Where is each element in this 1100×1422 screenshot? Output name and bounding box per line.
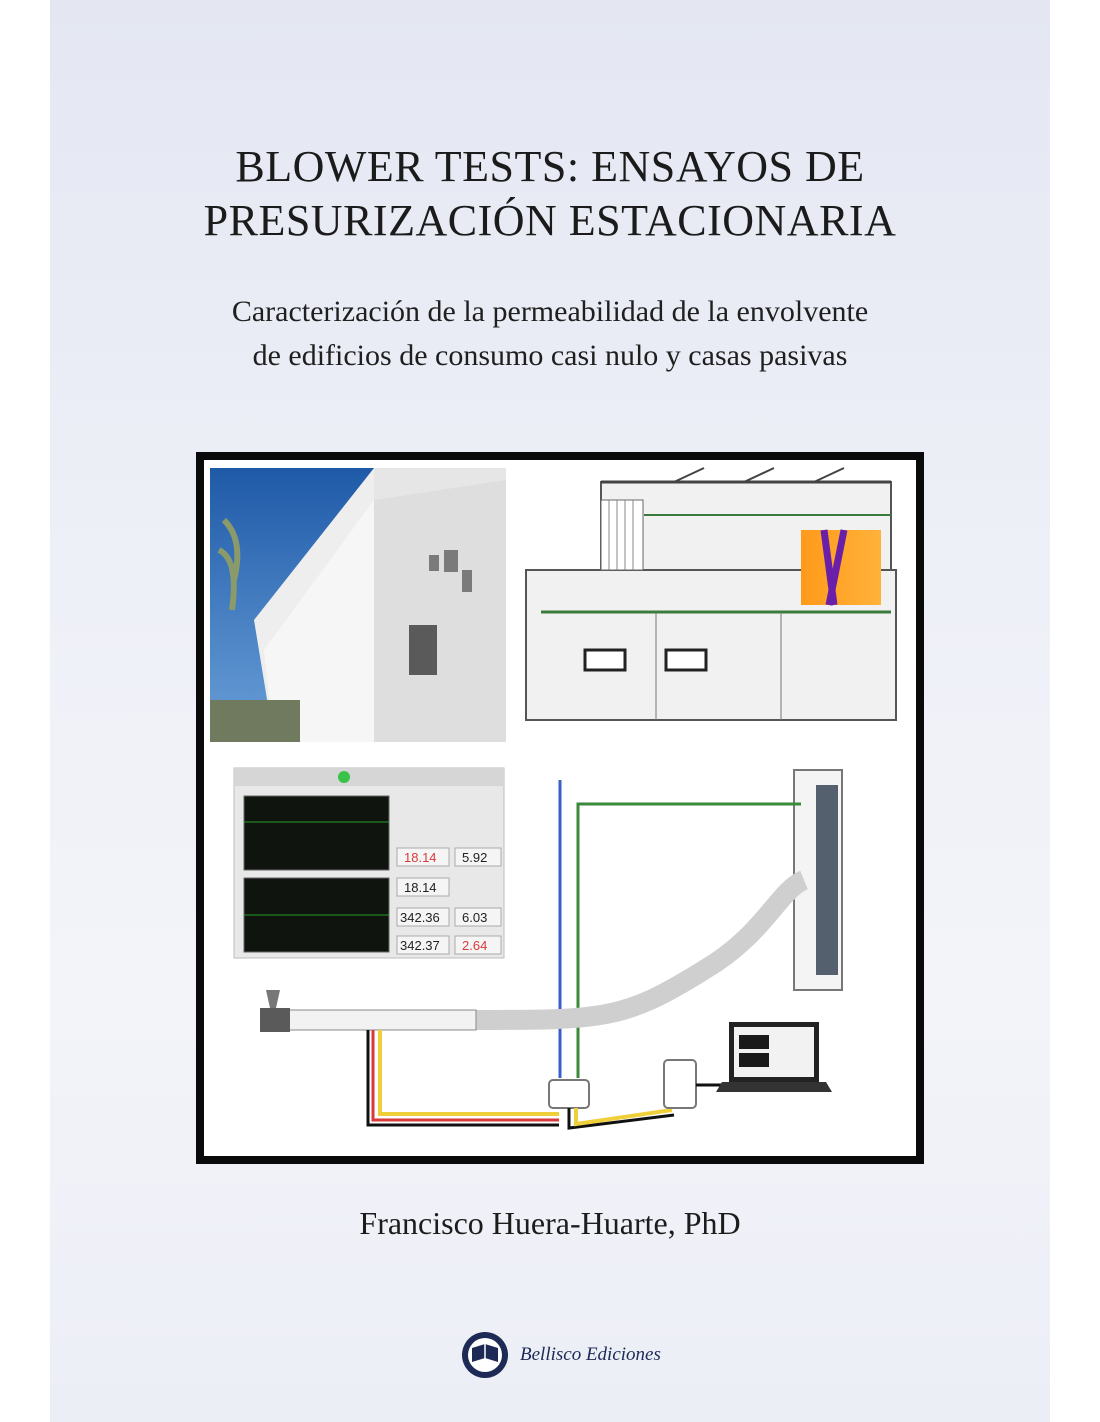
book-cover	[50, 0, 1050, 1422]
section-drawing	[526, 468, 896, 720]
fan-unit	[286, 1010, 476, 1030]
building-photo	[210, 468, 506, 742]
book-subtitle	[50, 290, 1050, 378]
reading-6: 342.37	[400, 938, 440, 953]
reading-4: 342.36	[400, 910, 440, 925]
subtitle-line-2: de edificios de consumo casi nulo y casas pasivas	[252, 339, 848, 372]
publisher-name: Bellisco Ediciones	[520, 1344, 661, 1365]
title-line-1: BLOWER TESTS: ENSAYOS DE	[235, 142, 865, 191]
software-panel	[234, 768, 504, 958]
controller	[664, 1060, 696, 1108]
book-title	[50, 140, 1050, 248]
publisher-logo-icon	[460, 1330, 510, 1380]
illustration-svg	[204, 460, 916, 1156]
pressure-gauge	[549, 1080, 589, 1108]
duct	[472, 880, 804, 1020]
reading-2: 5.92	[462, 850, 488, 865]
reading-3: 18.14	[404, 880, 437, 895]
cover-illustration	[196, 452, 924, 1164]
reading-5: 6.03	[462, 910, 488, 925]
publisher-block	[460, 1330, 661, 1380]
subtitle-line-1: Caracterización de la permeabilidad de la envolvente	[231, 295, 869, 328]
title-line-2: PRESURIZACIÓN ESTACIONARIA	[203, 196, 897, 245]
book-author: Francisco Huera-Huarte, PhD	[359, 1205, 741, 1241]
reading-1: 18.14	[404, 850, 437, 865]
reading-7: 2.64	[462, 938, 488, 953]
